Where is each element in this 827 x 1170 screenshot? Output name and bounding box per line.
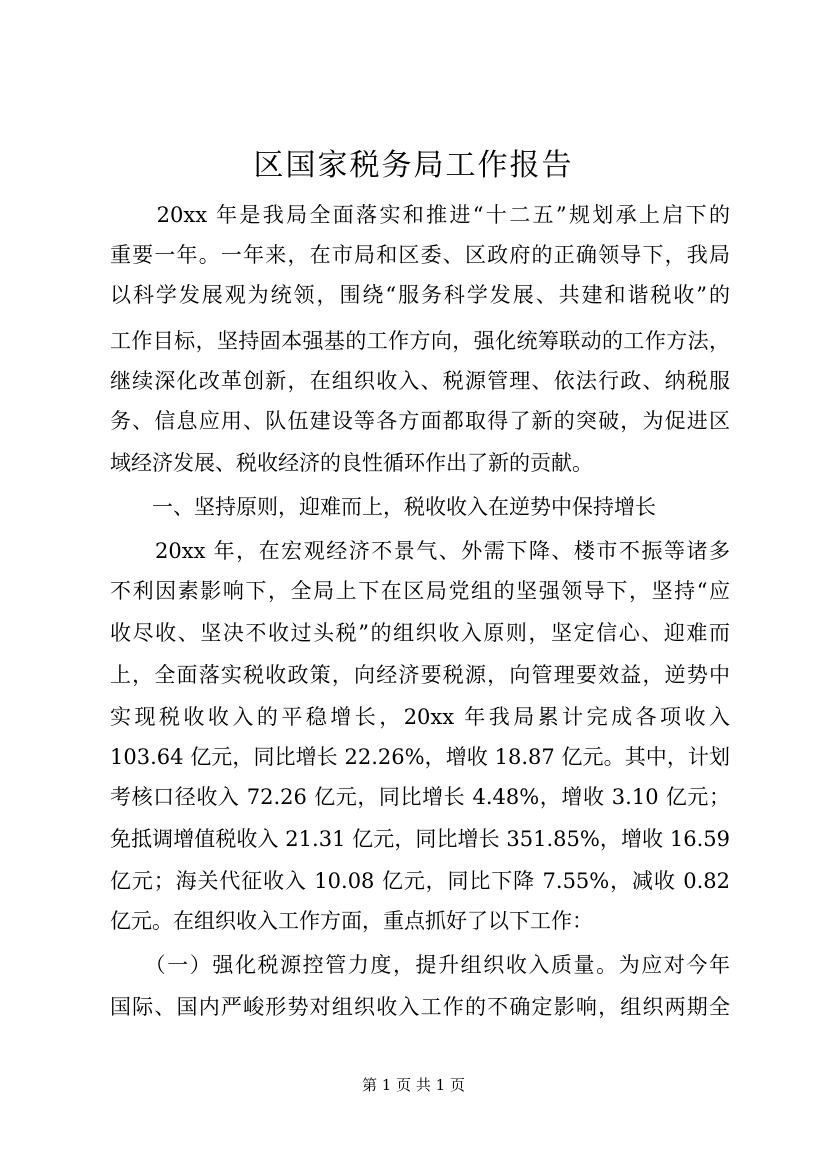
body-line: 免抵调增值税收入 21.31 亿元，同比增长 351.85%，增收 16.59 [110, 827, 730, 851]
body-line: 亿元；海关代征收入 10.08 亿元，同比下降 7.55%，减收 0.82 [110, 869, 730, 893]
body-line: 20xx 年是我局全面落实和推进“十二五”规划承上启下的 [110, 203, 730, 227]
body-line: 上，全面落实税收政策，向经济要税源，向管理要效益，逆势中 [110, 663, 730, 687]
body-line: 考核口径收入 72.26 亿元，同比增长 4.48%，增收 3.10 亿元； [110, 785, 730, 809]
body-line: 103.64 亿元，同比增长 22.26%，增收 18.87 亿元。其中，计划 [110, 745, 730, 769]
body-line: 国际、国内严峻形势对组织收入工作的不确定影响，组织两期全 [110, 995, 730, 1019]
body-line: 域经济发展、税收经济的良性循环作出了新的贡献。 [110, 451, 593, 475]
body-line: 20xx 年，在宏观经济不景气、外需下降、楼市不振等诸多 [110, 539, 730, 563]
body-line: 工作目标，坚持固本强基的工作方向，强化统筹联动的工作方法， [110, 329, 730, 353]
body-line: 重要一年。一年来，在市局和区委、区政府的正确领导下，我局 [110, 243, 730, 267]
body-line: 务、信息应用、队伍建设等各方面都取得了新的突破，为促进区 [110, 409, 730, 433]
body-line: 不利因素影响下，全局上下在区局党组的坚强领导下，坚持“应 [110, 579, 730, 603]
document-title: 区国家税务局工作报告 [253, 148, 574, 183]
body-line: 继续深化改革创新，在组织收入、税源管理、依法行政、纳税服 [110, 369, 730, 393]
body-line: 实现税收收入的平稳增长，20xx 年我局累计完成各项收入 [110, 705, 730, 729]
body-line: （一）强化税源控管力度，提升组织收入质量。为应对今年 [110, 953, 730, 977]
body-line: 亿元。在组织收入工作方面，重点抓好了以下工作： [110, 909, 593, 933]
body-line: 以科学发展观为统领，围绕“服务科学发展、共建和谐税收”的 [110, 283, 730, 307]
page-footer: 第 1 页 共 1 页 [362, 1076, 465, 1094]
body-line: 收尽收、坚决不收过头税”的组织收入原则，坚定信心、迎难而 [110, 621, 730, 645]
section-heading: 一、坚持原则，迎难而上，税收收入在逆势中保持增长 [110, 495, 656, 519]
